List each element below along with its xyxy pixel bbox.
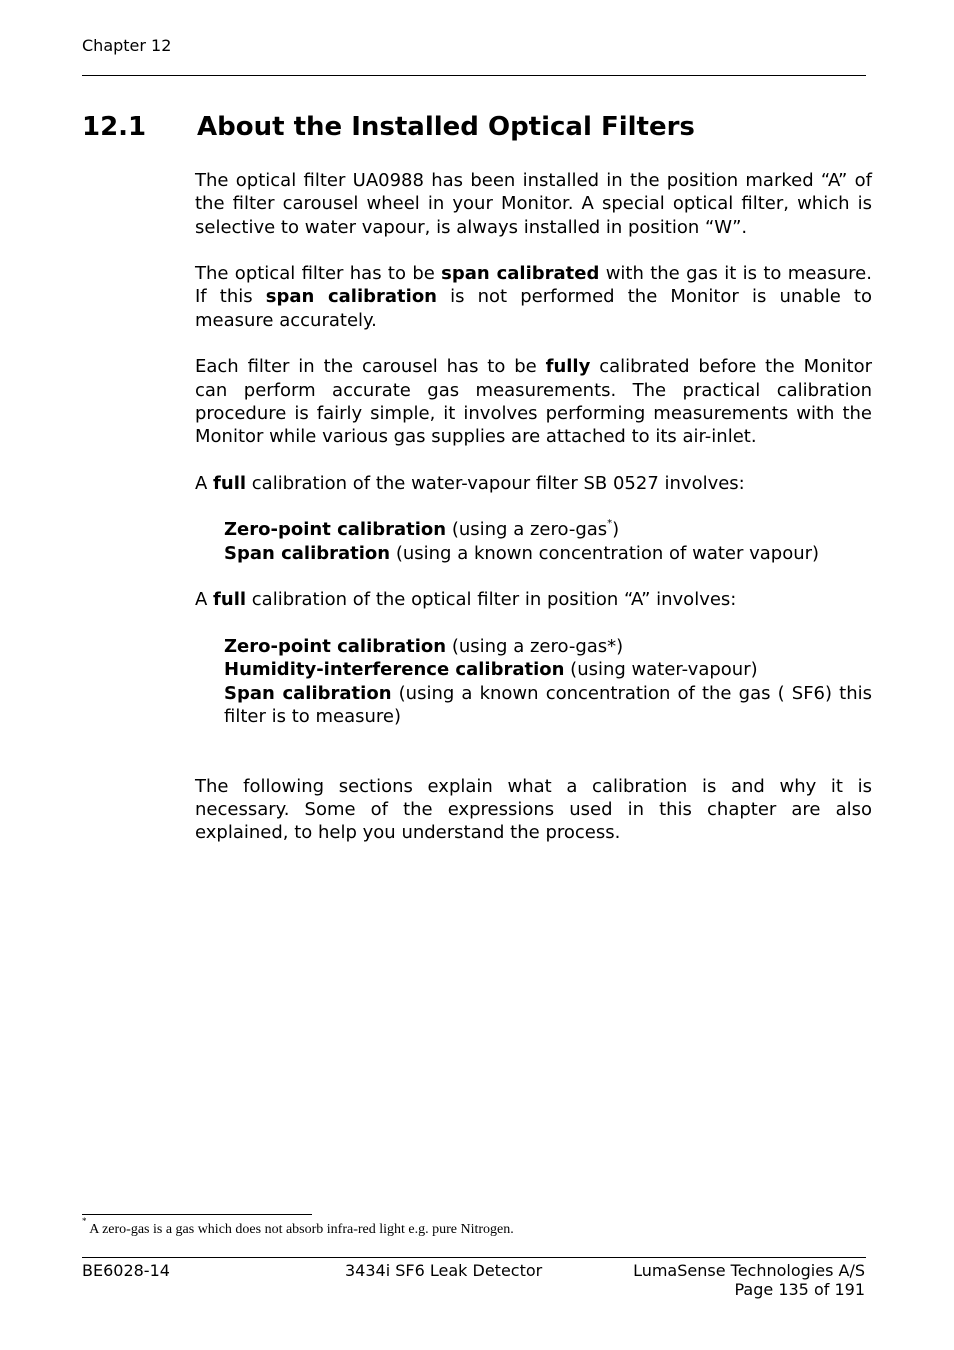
text-run: (using a zero-gas*) <box>446 635 624 657</box>
bold-term: Span calibration <box>224 682 392 704</box>
paragraph-filter-intro <box>195 588 872 611</box>
list-item <box>224 658 872 681</box>
paragraph-following-sections: The following sections explain what a calibration is and why it is necessary. Some of the expressions used in this chapter are also explained, to help you understand the process. <box>195 775 872 844</box>
text-run: (using a known concentration of the gas ( SF6) this filter is to measure) <box>224 682 872 727</box>
text-run: calibration of the optical filter in position “A” involves: <box>246 589 737 611</box>
section-number: 12.1 <box>82 112 147 142</box>
footer-company: LumaSense Technologies A/S <box>633 1261 865 1280</box>
section-title: About the Installed Optical Filters <box>197 112 695 142</box>
chapter-label: Chapter 12 <box>82 36 172 55</box>
water-calibration-list <box>195 518 872 565</box>
footnote-marker: * <box>82 1216 87 1227</box>
footer-rule <box>82 1257 866 1258</box>
bold-term: full <box>213 472 247 494</box>
bold-term: full <box>213 589 247 611</box>
footnote-marker[interactable]: * <box>607 518 613 530</box>
list-item <box>224 542 872 565</box>
bold-term: Zero-point calibration <box>224 635 447 657</box>
text-run: (using water-vapour) <box>564 659 758 681</box>
section-heading <box>82 112 695 142</box>
bold-term: Humidity-interference calibration <box>224 659 565 681</box>
footnote-text: A zero-gas is a gas which does not absorb infra-red light e.g. pure Nitrogen. <box>86 1222 514 1237</box>
text-run: (using a known concentration of water vapour) <box>390 542 820 564</box>
text-run: calibrated before the Monitor can perform accurate gas measurements. The practical calibration procedure is fairly simple, it involves performing measurements with the Monitor while various gas supplies are attached to its air-inlet. <box>195 356 873 448</box>
text-run: (using a zero-gas <box>446 519 608 541</box>
text-run: is not performed the Monitor is unable to measure accurately. <box>195 286 872 331</box>
bold-term: fully <box>545 356 591 378</box>
paragraph-full-calibration <box>195 355 872 448</box>
footer-company-block <box>633 1261 865 1299</box>
text-run: with the gas it is to measure. If this <box>195 263 872 308</box>
bold-term: span calibrated <box>441 263 600 285</box>
list-item <box>224 635 872 658</box>
footnote-rule <box>82 1214 312 1215</box>
spacer <box>195 751 872 774</box>
footnote <box>82 1216 514 1238</box>
paragraph-water-intro <box>195 472 872 495</box>
footer-product: 3434i SF6 Leak Detector <box>345 1261 543 1280</box>
text-run: A <box>195 472 214 494</box>
paragraph-span-calibration <box>195 262 872 332</box>
text-run: A <box>195 589 214 611</box>
list-item <box>224 518 872 541</box>
footer-doc-id: BE6028-14 <box>82 1261 170 1280</box>
body-text <box>195 169 872 868</box>
bold-term: Zero-point calibration <box>224 519 447 541</box>
paragraph-filter-installed: The optical filter UA0988 has been installed in the position marked “A” of the filter carousel wheel in your Monitor. A special optical filter, which is selective to water vapour, is always installed in position “W”. <box>195 170 872 238</box>
filter-calibration-list <box>195 635 872 728</box>
header-rule <box>82 75 866 76</box>
text-run: calibration of the water-vapour filter SB 0527 involves: <box>246 472 745 494</box>
list-item <box>224 682 872 729</box>
bold-term: span calibration <box>265 286 437 308</box>
text-run: The optical filter has to be <box>195 263 442 285</box>
text-run: ) <box>612 519 620 541</box>
footer-page-number: Page 135 of 191 <box>734 1280 865 1299</box>
text-run: Each filter in the carousel has to be <box>195 356 546 378</box>
bold-term: Span calibration <box>224 542 391 564</box>
